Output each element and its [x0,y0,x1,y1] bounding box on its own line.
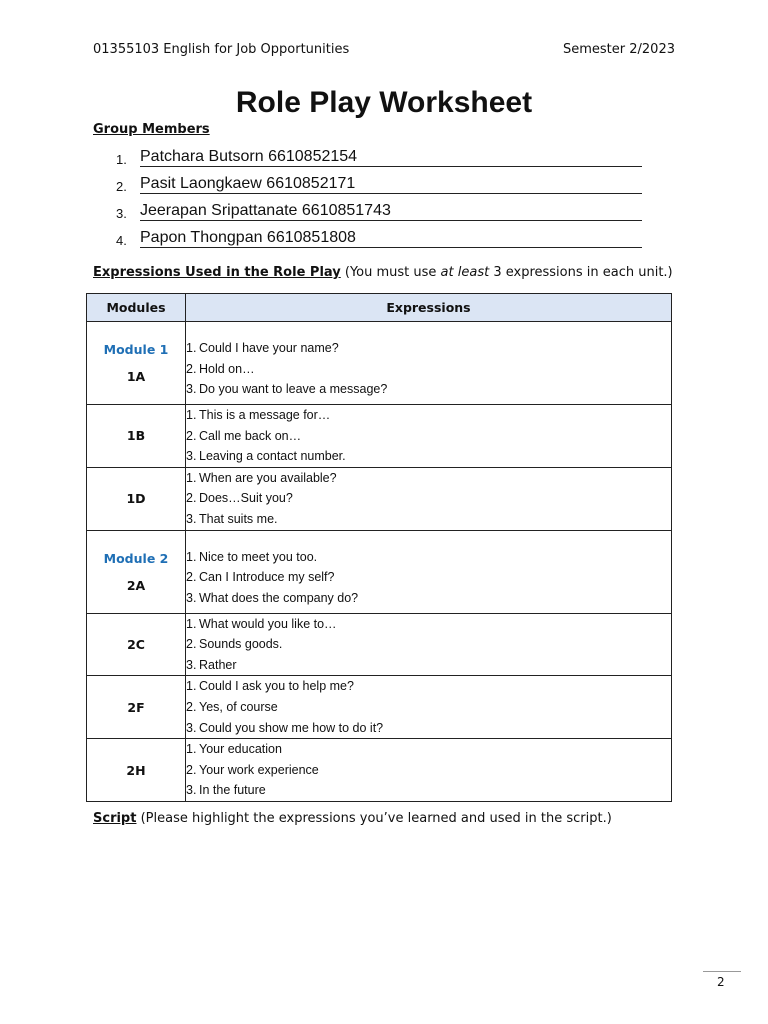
semester-header: Semester 2/2023 [563,42,675,57]
expressions-cell[interactable] [186,467,672,530]
member-number: 3. [116,206,127,221]
unit-label: 2A [126,577,146,593]
script-note: (Please highlight the expressions you’ve learned and used in the script.) [136,811,612,826]
list-item: 1. Your education [186,742,282,757]
expressions-cell[interactable] [186,322,672,405]
group-members-label: Group Members [93,122,210,137]
list-item: 3. Leaving a contact number. [186,449,346,464]
module-cell [87,530,186,613]
module-cell [87,739,186,802]
page-number: 2 [717,975,725,989]
list-item: 2. Yes, of course [186,699,278,714]
expressions-instruction [93,265,673,280]
member-item-2 [116,174,642,196]
member-number: 1. [116,152,127,167]
expressions-cell[interactable] [186,676,672,739]
list-item: 3. Could you show me how to do it? [186,720,384,735]
list-item: 3. Do you want to leave a message? [186,382,388,397]
module-name: Module 1 [103,342,169,357]
member-item-3 [116,201,642,223]
member-name-field[interactable]: Jeerapan Sripattanate 6610851743 [140,201,642,221]
script-instruction [93,811,612,826]
list-item: 2. Call me back on… [186,428,302,443]
list-item: 2. Hold on… [186,361,255,376]
expressions-cell[interactable] [186,530,672,613]
table-row [87,405,672,468]
table-row [87,467,672,530]
expressions-note-after: 3 expressions in each unit.) [489,265,673,280]
table-row [87,613,672,676]
list-item: 3. Rather [186,657,237,672]
member-name-field[interactable]: Patchara Butsorn 6610852154 [140,147,642,167]
list-item: 2. Your work experience [186,762,319,777]
list-item: 2. Can I Introduce my self? [186,570,335,585]
unit-label: 2H [126,762,146,778]
list-item: 1. Nice to meet you too. [186,549,318,564]
table-row [87,322,672,405]
expressions-cell[interactable] [186,739,672,802]
list-item: 1. This is a message for… [186,408,331,422]
member-name-field[interactable]: Pasit Laongkaew 6610852171 [140,174,642,194]
module-cell [87,676,186,739]
footer-divider [703,971,741,972]
modules-column-header: Modules [87,294,186,322]
expressions-label: Expressions Used in the Role Play [93,265,341,280]
module-cell [87,467,186,530]
table-row [87,676,672,739]
list-item: 3. That suits me. [186,511,278,526]
table-row [87,739,672,802]
module-name: Module 2 [103,550,169,566]
list-item: 2. Sounds goods. [186,637,283,652]
list-item: 1. When are you available? [186,470,337,485]
unit-label: 1B [126,428,146,444]
member-name-field[interactable]: Papon Thongpan 6610851808 [140,228,642,248]
module-cell [87,405,186,468]
expressions-cell[interactable] [186,405,672,468]
expressions-cell[interactable] [186,613,672,676]
list-item: 3. What does the company do? [186,590,359,605]
expressions-note-emphasis: at least [440,265,490,280]
list-item: 1. Could I ask you to help me? [186,679,354,694]
expressions-table [86,293,672,802]
member-number: 2. [116,179,127,194]
unit-label: 1A [126,369,146,384]
member-number: 4. [116,233,127,248]
list-item: 3. In the future [186,783,266,798]
list-item: 2. Does…Suit you? [186,491,293,506]
list-item: 1. What would you like to… [186,616,337,631]
expressions-column-header: Expressions [186,294,672,322]
unit-label: 2F [127,699,145,715]
module-cell [87,613,186,676]
member-item-1 [116,147,642,169]
table-header-row [87,294,672,322]
unit-label: 2C [127,636,145,652]
page-title: Role Play Worksheet [235,86,533,119]
table-row [87,530,672,613]
member-item-4 [116,228,642,250]
list-item: 1. Could I have your name? [186,341,339,356]
script-label: Script [93,811,137,826]
course-header: 01355103 English for Job Opportunities [93,42,350,57]
unit-label: 1D [126,491,146,507]
module-cell [87,322,186,405]
expressions-note-before: (You must use [340,265,441,280]
